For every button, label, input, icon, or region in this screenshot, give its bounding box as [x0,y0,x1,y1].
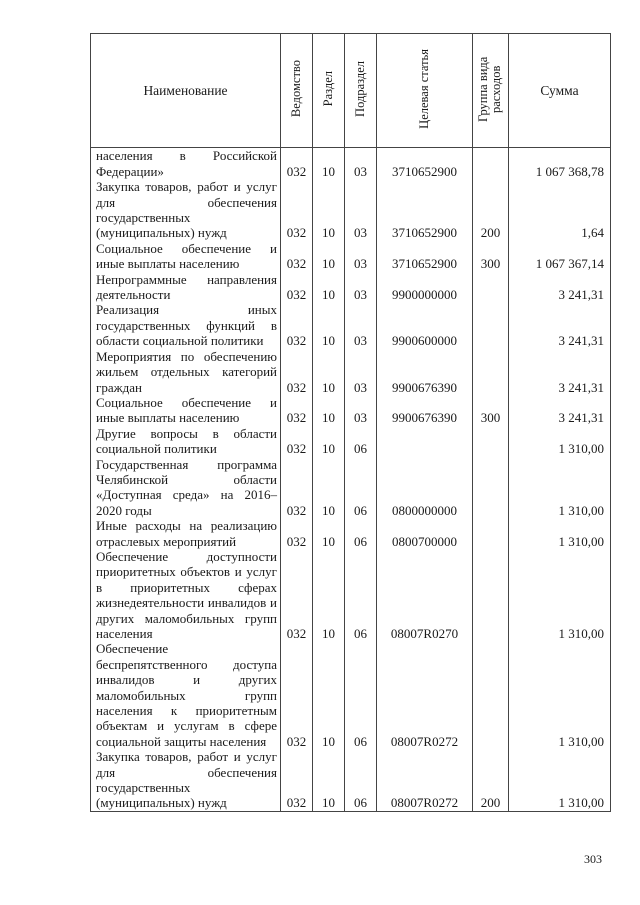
header-section [313,34,345,148]
row-group [473,641,509,749]
row-dept: 032 [281,148,313,179]
row-sum: 1 310,00 [509,549,611,641]
row-section: 10 [313,457,345,519]
row-subsection: 03 [345,302,377,348]
row-subsection: 06 [345,426,377,457]
row-section: 10 [313,641,345,749]
table-row [91,179,611,241]
row-name: Реализация иных государственных функций в области социальной политики [91,302,281,348]
row-article: 08007R0270 [377,549,473,641]
table-row [91,641,611,749]
row-group [473,426,509,457]
row-name: Мероприятия по обеспечению жильем отдельных категорий граждан [91,349,281,395]
row-sum: 1,64 [509,179,611,241]
row-name: Другие вопросы в области социальной политики [91,426,281,457]
table-row [91,302,611,348]
row-sum: 1 067 367,14 [509,241,611,272]
header-subsection-label: Подраздел [353,61,367,117]
row-group [473,518,509,549]
row-subsection: 03 [345,179,377,241]
row-group: 300 [473,395,509,426]
row-subsection: 06 [345,457,377,519]
header-section-label: Раздел [321,71,335,107]
row-section: 10 [313,179,345,241]
row-subsection: 03 [345,272,377,303]
row-section: 10 [313,749,345,811]
row-subsection: 03 [345,395,377,426]
row-article: 08007R0272 [377,641,473,749]
table-row [91,457,611,519]
header-target-article [377,34,473,148]
header-sum: Сумма [509,34,611,148]
table-row [91,395,611,426]
row-name: Государственная программа Челябинской области «Доступная среда» на 2016–2020 годы [91,457,281,519]
header-target-article-label: Целевая статья [417,49,431,129]
row-article [377,426,473,457]
row-article: 0800000000 [377,457,473,519]
row-section: 10 [313,518,345,549]
header-subsection [345,34,377,148]
row-section: 10 [313,426,345,457]
row-dept: 032 [281,518,313,549]
table-row [91,426,611,457]
row-subsection: 06 [345,641,377,749]
row-subsection: 06 [345,749,377,811]
row-sum: 1 310,00 [509,749,611,811]
row-subsection: 03 [345,241,377,272]
row-dept: 032 [281,395,313,426]
row-dept: 032 [281,179,313,241]
row-sum: 1 310,00 [509,641,611,749]
row-section: 10 [313,241,345,272]
row-article: 9900000000 [377,272,473,303]
row-name: Иные расходы на реализацию отраслевых мероприятий [91,518,281,549]
header-name: Наименование [91,34,281,148]
table-row [91,518,611,549]
header-dept [281,34,313,148]
row-group: 200 [473,749,509,811]
row-group: 300 [473,241,509,272]
row-article: 0800700000 [377,518,473,549]
row-dept: 032 [281,272,313,303]
row-dept: 032 [281,426,313,457]
row-group [473,549,509,641]
row-group [473,457,509,519]
row-section: 10 [313,349,345,395]
row-group: 200 [473,179,509,241]
header-expense-group [473,34,509,148]
row-dept: 032 [281,749,313,811]
row-name: Обеспечение беспрепятственного доступа инвалидов и других маломобильных групп населения к приоритетным объектам и услугам в сфере социальной защиты населения [91,641,281,749]
row-dept: 032 [281,302,313,348]
row-sum: 1 310,00 [509,518,611,549]
row-name: Обеспечение доступности приоритетных объектов и услуг в приоритетных сферах жизнедеятельности инвалидов и других маломобильных групп населения [91,549,281,641]
row-section: 10 [313,148,345,179]
row-name: Социальное обеспечение и иные выплаты населению [91,395,281,426]
row-sum: 1 310,00 [509,426,611,457]
row-group [473,349,509,395]
row-group [473,148,509,179]
row-subsection: 06 [345,518,377,549]
row-name: Закупка товаров, работ и услуг для обеспечения государственных (муниципальных) нужд [91,179,281,241]
row-sum: 1 310,00 [509,457,611,519]
row-dept: 032 [281,549,313,641]
row-name: Непрограммные направления деятельности [91,272,281,303]
row-section: 10 [313,272,345,303]
row-group [473,302,509,348]
page-number: 303 [584,852,602,866]
row-article: 3710652900 [377,179,473,241]
row-sum: 3 241,31 [509,272,611,303]
table-row [91,148,611,179]
row-sum: 3 241,31 [509,349,611,395]
header-dept-label: Ведомство [289,60,303,118]
row-name: Социальное обеспечение и иные выплаты населению [91,241,281,272]
row-sum: 3 241,31 [509,395,611,426]
row-sum: 3 241,31 [509,302,611,348]
row-article: 3710652900 [377,241,473,272]
row-dept: 032 [281,641,313,749]
row-dept: 032 [281,457,313,519]
row-section: 10 [313,549,345,641]
row-name: населения в Российской Федерации» [91,148,281,179]
table-header-row [91,34,611,148]
row-article: 3710652900 [377,148,473,179]
header-expense-group-label: Группа вида расходов [475,56,503,122]
table-row [91,749,611,811]
row-article: 08007R0272 [377,749,473,811]
row-article: 9900676390 [377,349,473,395]
row-article: 9900676390 [377,395,473,426]
row-subsection: 06 [345,549,377,641]
row-subsection: 03 [345,148,377,179]
row-group [473,272,509,303]
table-row [91,349,611,395]
table-row [91,241,611,272]
table-row [91,272,611,303]
table-row [91,549,611,641]
row-subsection: 03 [345,349,377,395]
row-dept: 032 [281,349,313,395]
row-section: 10 [313,302,345,348]
row-sum: 1 067 368,78 [509,148,611,179]
row-article: 9900600000 [377,302,473,348]
row-name: Закупка товаров, работ и услуг для обеспечения государственных (муниципальных) нужд [91,749,281,811]
row-dept: 032 [281,241,313,272]
budget-table [90,33,611,812]
row-section: 10 [313,395,345,426]
